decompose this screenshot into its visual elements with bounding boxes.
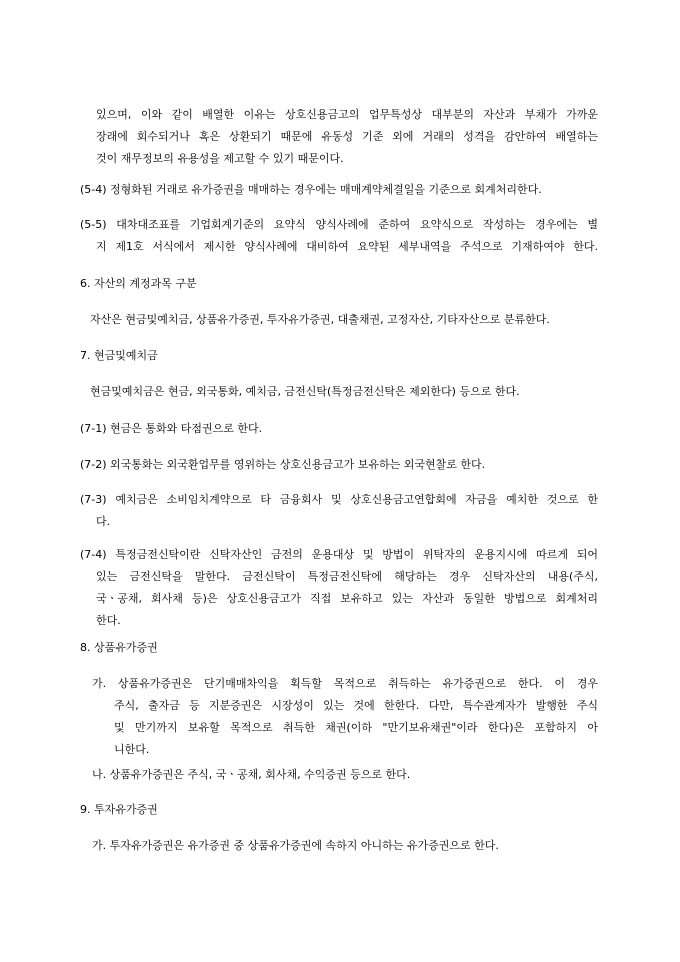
item-5-4 xyxy=(80,179,598,201)
section-9-heading xyxy=(80,799,158,821)
text-line: 가. 상품유가증권은 단기매매차익을 획득할 목적으로 취득하는 유가증권으로 한다. 이 경우 xyxy=(92,677,598,690)
item-7-2 xyxy=(80,454,485,476)
text-line: 있는 금전신탁을 말한다. 금전신탁이 특정금전신탁에 해당하는 경우 신탁자산의 내용(주식, xyxy=(96,570,598,583)
section-7-heading xyxy=(80,345,158,367)
text-line: (5-5) 대차대조표를 기업회계기준의 요약식 양식사례에 준하여 요약식으로 작성하는 경우에는 별 xyxy=(80,218,598,231)
text-line: 자산은 현금및예치금, 상품유가증권, 투자유가증권, 대출채권, 고정자산, 기타자산으로 분류한다. xyxy=(90,313,550,326)
text-line: (5-4) 정형화된 거래로 유가증권을 매매하는 경우에는 매매계약체결일을 기준으로 회계처리한다. xyxy=(80,183,542,196)
heading-text: 8. 상품유가증권 xyxy=(80,641,158,654)
section-8-heading xyxy=(80,637,158,659)
heading-text: 6. 자산의 계정과목 구분 xyxy=(80,277,197,290)
text-line: 현금및예치금은 현금, 외국통화, 예치금, 금전신탁(특정금전신탁은 제외한다) 등으로 한다. xyxy=(90,385,520,398)
section-8-item-ga xyxy=(92,673,598,761)
text-line: 지 제1호 서식에서 제시한 양식사례에 대비하여 요약된 세부내역을 주석으로 기재하여야 한다. xyxy=(96,240,598,253)
item-7-3 xyxy=(80,489,598,533)
text-line: 있으며, 이와 같이 배열한 이유는 상호신용금고의 업무특성상 대부분의 자산과 부채가 가까운 xyxy=(96,108,598,121)
item-5-5 xyxy=(80,214,598,258)
text-line: 것이 재무정보의 유용성을 제고할 수 있기 때문이다. xyxy=(96,152,344,165)
item-7-4 xyxy=(80,544,598,632)
text-line: (7-1) 현금은 통화와 타점권으로 한다. xyxy=(80,422,263,435)
heading-text: 9. 투자유가증권 xyxy=(80,803,158,816)
text-line: 니한다. xyxy=(114,743,150,756)
text-line: 및 만기까지 보유할 목적으로 취득한 채권(이하 "만기보유채권"이라 한다)은 포함하지 아 xyxy=(114,721,598,734)
heading-text: 7. 현금및예치금 xyxy=(80,349,158,362)
text-line: 장래에 회수되거나 혹은 상환되기 때문에 유동성 기준 외에 거래의 성격을 감안하여 배열하는 xyxy=(96,130,598,143)
section-8-item-na xyxy=(92,764,598,786)
section-6-body xyxy=(90,309,550,331)
text-line: (7-3) 예치금은 소비임치계약으로 타 금융회사 및 상호신용금고연합회에 자금을 예치한 것으로 한 xyxy=(80,493,598,506)
text-line: 다. xyxy=(96,515,111,528)
section-6-heading xyxy=(80,273,197,295)
text-line: 한다. xyxy=(96,614,121,627)
text-line: 나. 상품유가증권은 주식, 국ㆍ공채, 회사채, 수익증권 등으로 한다. xyxy=(92,768,411,781)
section-9-item-ga xyxy=(92,835,598,857)
text-line: 주식, 출자금 등 지분증권은 시장성이 있는 것에 한한다. 다만, 특수관계자가 발행한 주식 xyxy=(114,699,598,712)
section-7-body xyxy=(90,381,520,403)
item-7-1 xyxy=(80,418,262,440)
intro-paragraph xyxy=(96,104,598,170)
text-line: (7-4) 특정금전신탁이란 신탁자산인 금전의 운용대상 및 방법이 위탁자의 운용지시에 따르게 되어 xyxy=(80,548,598,561)
text-line: 가. 투자유가증권은 유가증권 중 상품유가증권에 속하지 아니하는 유가증권으로 한다. xyxy=(92,839,499,852)
text-line: 국ㆍ공채, 회사채 등)은 상호신용금고가 직접 보유하고 있는 자산과 동일한 방법으로 회계처리 xyxy=(96,592,598,605)
text-line: (7-2) 외국통화는 외국환업무를 영위하는 상호신용금고가 보유하는 외국현찰로 한다. xyxy=(80,458,486,471)
